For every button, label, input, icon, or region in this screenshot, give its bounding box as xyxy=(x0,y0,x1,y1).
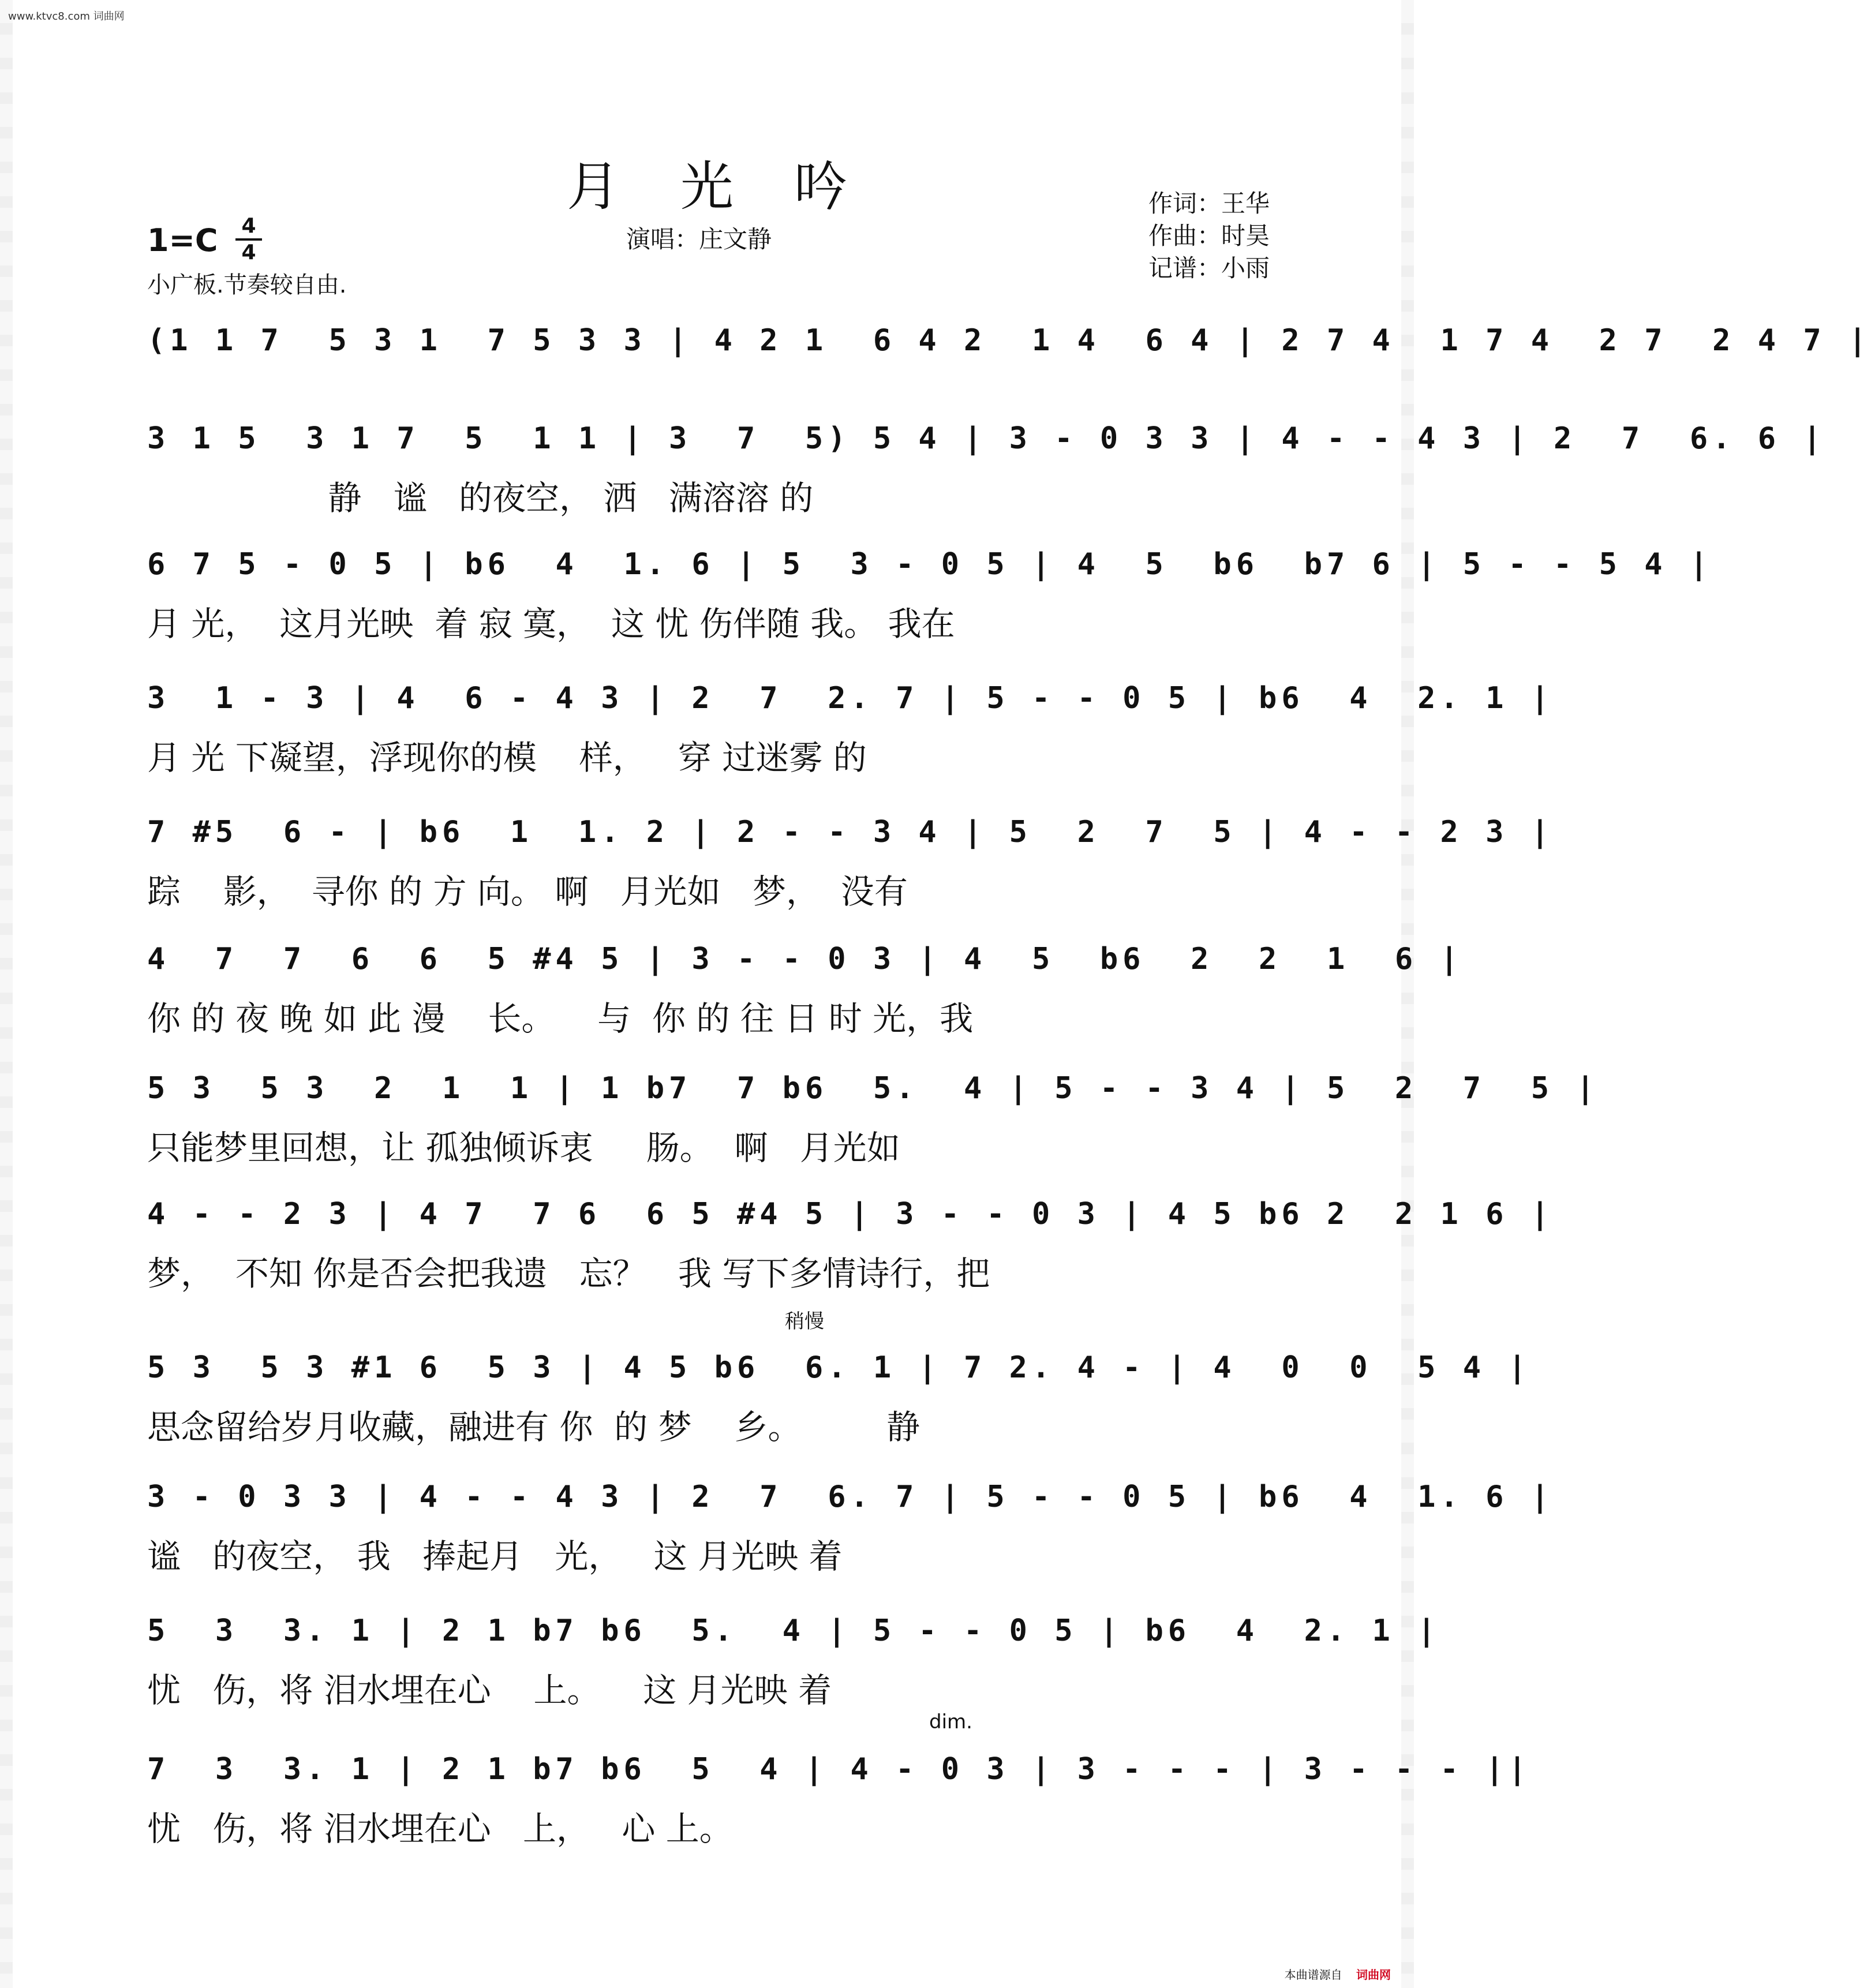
notation-line: 3 - 0 3 3 | 4 - - 4 3 | 2 7 6. 7 | 5 - - 0 5 | b6 4 1. 6 | xyxy=(147,1480,1554,1514)
time-signature xyxy=(235,215,262,264)
dim-marking: dim. xyxy=(929,1710,972,1734)
lyric-line: 思念留给岁月收藏，融进有 你 的 梦 乡。 静 xyxy=(147,1407,920,1447)
notation-line: 5 3 3. 1 | 2 1 b7 b6 5. 4 | 5 - - 0 5 | b6 4 2. 1 | xyxy=(147,1613,1440,1648)
lyric-line: 你 的 夜 晚 如 此 漫 长。 与 你 的 往 日 时 光，我 xyxy=(147,999,974,1038)
time-top: 4 xyxy=(241,214,256,238)
footer-logo: 词曲网 xyxy=(1356,1968,1391,1982)
footer xyxy=(1285,1965,1391,1982)
notation-line: 5 3 5 3 2 1 1 | 1 b7 7 b6 5. 4 | 5 - - 3 4 | 5 2 7 5 | xyxy=(147,1071,1599,1106)
lyric-line: 静 谧 的夜空， 洒 满溶溶 的 xyxy=(147,478,814,518)
notation-line: 7 3 3. 1 | 2 1 b7 b6 5 4 | 4 - 0 3 | 3 - - - | 3 - - - || xyxy=(147,1752,1531,1787)
singer: 演唱：庄文静 xyxy=(626,225,772,253)
lyric-line: 只能梦里回想，让 孤独倾诉衷 肠。 啊 月光如 xyxy=(147,1128,900,1167)
composer: 作曲：时昊 xyxy=(1148,222,1270,250)
credits xyxy=(1148,188,1270,284)
notation-line: 3 1 - 3 | 4 6 - 4 3 | 2 7 2. 7 | 5 - - 0 5 | b6 4 2. 1 | xyxy=(147,681,1554,716)
song-title: 月光吟 xyxy=(566,156,908,218)
footer-text: 本曲谱源自 xyxy=(1284,1968,1342,1982)
notation-line: 6 7 5 - 0 5 | b6 4 1. 6 | 5 3 - 0 5 | 4 5 b6 b7 6 | 5 - - 5 4 | xyxy=(147,547,1713,582)
tempo-marking: 小广板.节奏较自由. xyxy=(147,272,347,298)
notation-line: 4 7 7 6 6 5 #4 5 | 3 - - 0 3 | 4 5 b6 2 2 1 6 | xyxy=(147,942,1463,976)
notation-line: 5 3 5 3 #1 6 5 3 | 4 5 b6 6. 1 | 7 2. 4 - | 4 0 0 5 4 | xyxy=(147,1350,1531,1385)
lyric-line: 月 光， 这月光映 着 寂 寞， 这 忧 伤伴随 我。 我在 xyxy=(147,604,955,643)
lyric-line: 忧 伤，将 泪水埋在心 上。 这 月光映 着 xyxy=(147,1671,832,1710)
notation-line: 3 1 5 3 1 7 5 1 1 | 3 7 5) 5 4 | 3 - 0 3 3 | 4 - - 4 3 | 2 7 6. 6 | xyxy=(147,421,1826,456)
lyricist: 作词：王华 xyxy=(1148,189,1270,218)
lyric-line: 梦， 不知 你是否会把我遗 忘？ 我 写下多情诗行，把 xyxy=(147,1254,990,1293)
right-border xyxy=(1401,0,1414,1988)
transcriber: 记谱：小雨 xyxy=(1148,254,1270,282)
site-watermark: www.ktvc8.com 词曲网 xyxy=(8,10,125,23)
notation-line: 4 - - 2 3 | 4 7 7 6 6 5 #4 5 | 3 - - 0 3 | 4 5 b6 2 2 1 6 | xyxy=(147,1197,1554,1231)
notation-line: (1 1 7 5 3 1 7 5 3 3 | 4 2 1 6 4 2 1 4 6 4 | 2 7 4 1 7 4 2 7 2 4 7 | xyxy=(147,323,1871,358)
key-signature: 1=C xyxy=(147,222,218,259)
slow-marking: 稍慢 xyxy=(785,1310,824,1333)
lyric-line: 踪 影， 寻你 的 方 向。 啊 月光如 梦， 没有 xyxy=(147,872,908,911)
lyric-line: 谧 的夜空， 我 捧起月 光， 这 月光映 着 xyxy=(147,1537,843,1576)
notation-line: 7 #5 6 - | b6 1 1. 2 | 2 - - 3 4 | 5 2 7 5 | 4 - - 2 3 | xyxy=(147,815,1554,849)
lyric-line: 忧 伤，将 泪水埋在心 上， 心 上。 xyxy=(147,1809,733,1848)
left-border xyxy=(0,0,13,1988)
time-bottom: 4 xyxy=(241,241,256,264)
lyric-line: 月 光 下凝望，浮现你的模 样， 穿 过迷雾 的 xyxy=(147,738,867,777)
